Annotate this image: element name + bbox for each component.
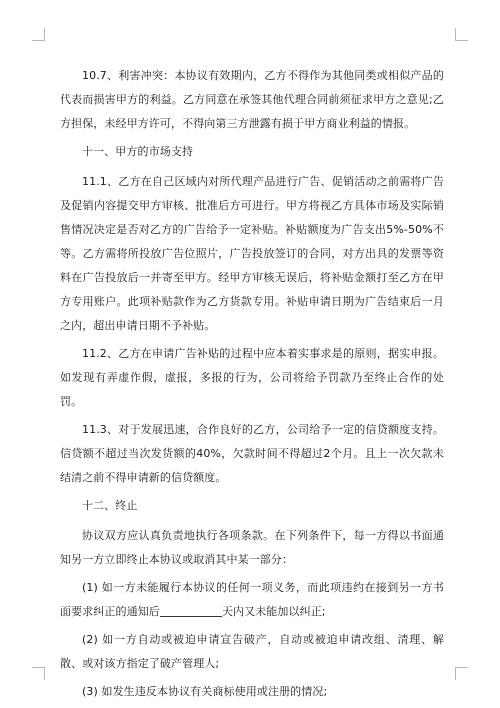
clause-11-1: 11.1、乙方在自己区域内对所代理产品进行广告、促销活动之前需将广告及促销内容提交甲方审核、批准后方可进行。甲方将视乙方具体市场及实际销售情况决定是否对乙方的广告给予一定补贴。补贴额度为广告支出5%-50%不等。乙方需将所投放广告位照片，广告投放签订的合同，对方出具的发票等资料在广告投放后一并寄至甲方。经甲方审核无误后，将补贴金额打至乙方在甲方专用账户。此项补贴款作为乙方货款专用。补贴申请日期为广告结束后一月之内，超出申请日期不予补贴。 xyxy=(60,175,444,332)
termination-item-1-tail: 天内又未能加以纠正; xyxy=(221,605,326,618)
termination-item-2: (2) 如一方自动或被迫申请宣告破产，自动或被迫申请改组、清理、解散、或对该方指定了破产管理人; xyxy=(60,633,444,670)
crop-mark-bottom-left xyxy=(32,667,45,680)
crop-mark-bottom-right xyxy=(455,667,468,680)
crop-mark-top-left xyxy=(32,28,45,41)
termination-item-1-text: (1) 如一方未能履行本协议的任何一项义务，而此项违约在接到另一方书面要求纠正的通知后 xyxy=(60,581,444,618)
clause-10-7: 10.7、利害冲突：本协议有效期内，乙方不得作为其他同类或相似产品的代表而损害甲方的利益。乙方同意在承签其他代理合同前须征求甲方之意见;乙方担保，未经甲方许可，不得向第三方泄露有损于甲方商业利益的情报。 xyxy=(60,69,444,130)
termination-intro: 协议双方应认真负责地执行各项条款。在下列条件下，每一方得以书面通知另一方立即终止本协议或取消其中某一部分： xyxy=(60,529,444,566)
document-body xyxy=(60,64,444,708)
section-heading-11: 十一、甲方的市场支持 xyxy=(82,145,193,158)
fill-in-blank-days[interactable] xyxy=(160,605,222,617)
section-heading-12: 十二、终止 xyxy=(82,499,138,512)
termination-item-1 xyxy=(60,576,444,624)
clause-11-3: 11.3、对于发展迅速，合作良好的乙方，公司给予一定的信贷额度支持。信贷额不超过当次发货额的40%，欠款时间不得超过2个月。且上一次欠款未结清之前不得申请新的信贷额度。 xyxy=(60,423,444,484)
clause-11-2: 11.2、乙方在申请广告补贴的过程中应本着实事求是的原则，据实申报。如发现有弄虚作假，虚报，多报的行为，公司将给予罚款乃至终止合作的处罚。 xyxy=(60,347,444,408)
crop-mark-top-right xyxy=(455,28,468,41)
termination-item-3: (3) 如发生违反本协议有关商标使用或注册的情况; xyxy=(82,685,328,698)
